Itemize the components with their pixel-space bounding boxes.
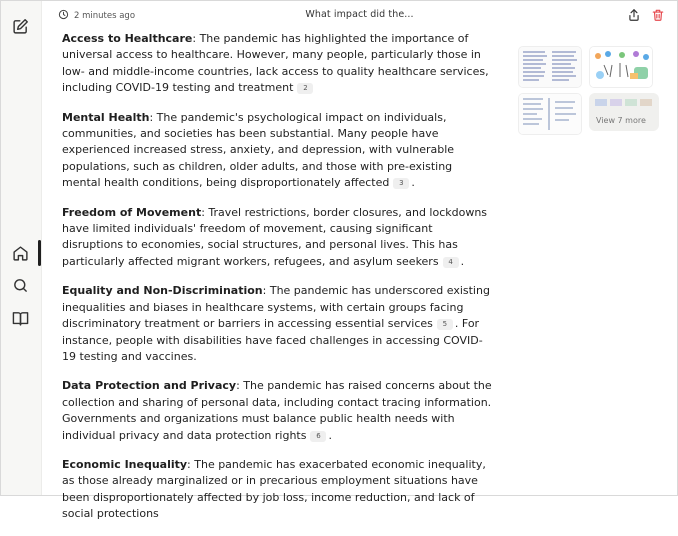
paragraph-text: : Travel restrictions, border closures, and lockdowns have limited individuals' freedom of movement, causing significant disruptions to economies, social structures, and personal lives. This has particularly affected migrant workers, refugees, and asylum seekers xyxy=(62,205,488,268)
image-preview-strip-icon xyxy=(595,98,653,108)
answer-paragraph xyxy=(62,378,494,444)
paragraph-text: : The pandemic has exacerbated economic inequality, as those already marginalized or in precarious employment situations have been disproportionately affected by job loss, income reduction, and lack of social protections xyxy=(62,457,486,521)
paragraph-heading: Access to Healthcare xyxy=(62,32,193,45)
answer-paragraph xyxy=(62,110,494,192)
answer-body xyxy=(62,31,494,536)
paragraph-tail: . xyxy=(411,176,415,190)
paragraph-text: : The pandemic has underscored existing inequalities and biases in healthcare systems, with certain groups facing discriminatory treatment or barriers in accessing essential services xyxy=(62,284,490,331)
paragraph-text: : The pandemic's psychological impact on individuals, communities, and societies has been substantial. Many people have experienced increased stress, anxiety, and depression, with vulnerable populations, such as children, older adults, and those with pre-existing mental health conditions, being disproportionately affected xyxy=(62,110,455,190)
paragraph-tail: . xyxy=(328,428,332,442)
paragraph-heading: Mental Health xyxy=(62,110,150,124)
active-nav-indicator xyxy=(38,240,41,266)
sidebar xyxy=(1,1,42,495)
answer-paragraph xyxy=(62,205,494,271)
answer-paragraph xyxy=(62,31,494,97)
paragraph-heading: Data Protection and Privacy xyxy=(62,379,237,393)
thread-header xyxy=(42,1,677,31)
citation-badge[interactable]: 5 xyxy=(437,319,453,330)
view-more-images-button[interactable] xyxy=(589,93,659,131)
paragraph-heading: Equality and Non-Discrimination xyxy=(62,284,263,298)
image-thumbnail[interactable] xyxy=(589,46,653,88)
answer-paragraph xyxy=(62,283,494,365)
view-more-label: View 7 more xyxy=(596,116,646,125)
share-icon[interactable] xyxy=(627,8,641,22)
citation-badge[interactable]: 4 xyxy=(443,257,459,268)
search-icon[interactable] xyxy=(8,273,32,297)
paragraph-text: : The pandemic has highlighted the importance of universal access to healthcare. However, many people, particularly those in low- and middle-income countries, lack access to quality healthcare services, including COVID-19 testing and treatment xyxy=(62,32,489,95)
citation-badge[interactable]: 3 xyxy=(393,178,409,189)
paragraph-text: : The pandemic has raised concerns about the collection and sharing of personal data, including contact tracing information. Governments and organizations must balance public health needs with individual privacy and data protection rights xyxy=(62,379,492,442)
new-thread-icon[interactable] xyxy=(8,14,32,38)
image-thumbnail[interactable] xyxy=(518,46,582,88)
trash-icon[interactable] xyxy=(651,8,665,22)
citation-badge[interactable]: 2 xyxy=(297,83,313,94)
home-icon[interactable] xyxy=(8,241,32,265)
thread-title[interactable]: What impact did the... xyxy=(305,9,414,20)
paragraph-tail: . xyxy=(460,254,465,268)
library-icon[interactable] xyxy=(8,306,32,330)
image-thumbnail[interactable] xyxy=(518,93,582,135)
answer-paragraph xyxy=(62,457,494,523)
paragraph-heading: Freedom of Movement xyxy=(62,205,202,219)
paragraph-tail: . For instance, people with disabilities have faced challenges in accessing COVID-19 testing and vaccines. xyxy=(62,317,483,363)
timestamp-text: 2 minutes ago xyxy=(74,11,136,21)
paragraph-heading: Economic Inequality xyxy=(62,457,188,471)
citation-badge[interactable]: 6 xyxy=(310,431,326,442)
